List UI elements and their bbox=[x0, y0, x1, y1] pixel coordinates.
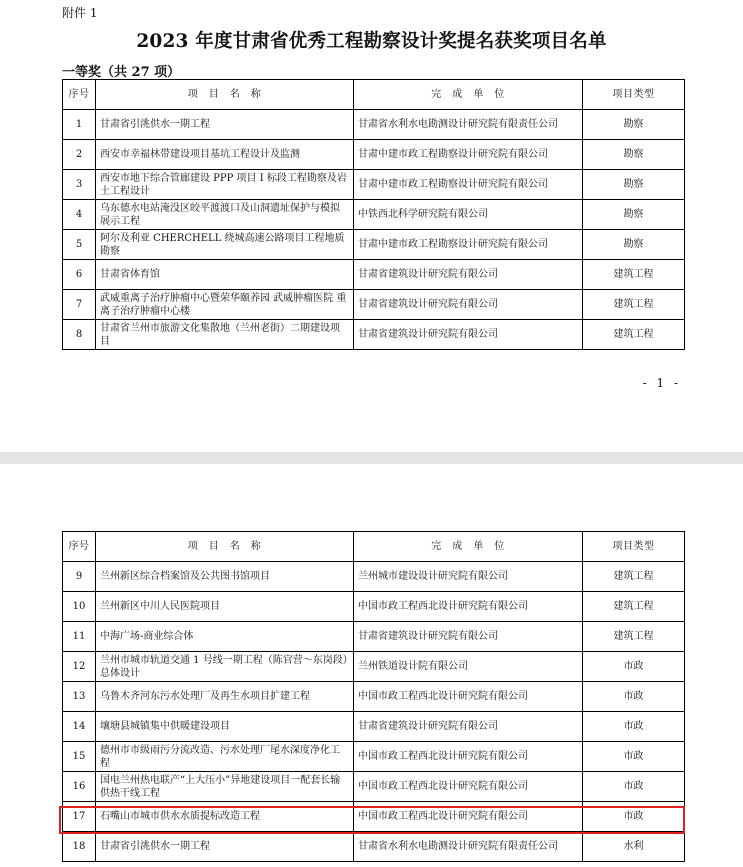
cell-project-name: 乌鲁木齐河东污水处理厂及再生水项目扩建工程 bbox=[96, 682, 354, 712]
award-table-page-2 bbox=[62, 531, 685, 862]
cell-project-type: 建筑工程 bbox=[583, 260, 685, 290]
table-row bbox=[63, 290, 685, 320]
cell-project-type: 市政 bbox=[583, 742, 685, 772]
table-row bbox=[63, 832, 685, 862]
cell-no: 7 bbox=[63, 290, 96, 320]
cell-project-name: 阿尔及利亚 CHERCHELL 绕城高速公路项目工程地质勘察 bbox=[96, 230, 354, 260]
table-header-row bbox=[63, 532, 685, 562]
cell-project-type: 市政 bbox=[583, 712, 685, 742]
section-heading: 一等奖（共 27 项） bbox=[62, 65, 181, 80]
cell-project-name: 西安市幸福林带建设项目基坑工程设计及监测 bbox=[96, 140, 354, 170]
cell-unit: 甘肃中建市政工程勘察设计研究院有限公司 bbox=[354, 230, 583, 260]
cell-project-type: 市政 bbox=[583, 772, 685, 802]
cell-unit: 甘肃省建筑设计研究院有限公司 bbox=[354, 320, 583, 350]
cell-no: 9 bbox=[63, 562, 96, 592]
header-unit: 完 成 单 位 bbox=[354, 532, 583, 562]
cell-unit: 兰州铁道设计院有限公司 bbox=[354, 652, 583, 682]
table-row bbox=[63, 140, 685, 170]
cell-no: 18 bbox=[63, 832, 96, 862]
cell-no: 2 bbox=[63, 140, 96, 170]
cell-no: 15 bbox=[63, 742, 96, 772]
table-row bbox=[63, 562, 685, 592]
cell-no: 6 bbox=[63, 260, 96, 290]
table-row bbox=[63, 592, 685, 622]
cell-project-type: 建筑工程 bbox=[583, 320, 685, 350]
cell-project-name: 石嘴山市城市供水水质提标改造工程 bbox=[96, 802, 354, 832]
cell-no: 17 bbox=[63, 802, 96, 832]
cell-project-name: 甘肃省兰州市旅游文化集散地（兰州老街）二期建设项目 bbox=[96, 320, 354, 350]
cell-project-name: 国电兰州热电联产“上大压小”异地建设项目一配套长输供热干线工程 bbox=[96, 772, 354, 802]
cell-no: 5 bbox=[63, 230, 96, 260]
cell-project-name: 武威重离子治疗肿瘤中心暨荣华颐养园 武威肿瘤医院 重离子治疗肿瘤中心楼 bbox=[96, 290, 354, 320]
cell-unit: 中国市政工程西北设计研究院有限公司 bbox=[354, 802, 583, 832]
document-page-2 bbox=[0, 464, 743, 867]
cell-project-type: 勘察 bbox=[583, 170, 685, 200]
document-title: 2023 年度甘肃省优秀工程勘察设计奖提名获奖项目名单 bbox=[136, 31, 607, 52]
cell-unit: 中国市政工程西北设计研究院有限公司 bbox=[354, 682, 583, 712]
cell-project-name: 甘肃省引洮供水一期工程 bbox=[96, 832, 354, 862]
table-row bbox=[63, 320, 685, 350]
table-body bbox=[63, 562, 685, 862]
cell-unit: 甘肃省建筑设计研究院有限公司 bbox=[354, 712, 583, 742]
table-row bbox=[63, 110, 685, 140]
cell-unit: 中铁西北科学研究院有限公司 bbox=[354, 200, 583, 230]
cell-project-name: 甘肃省体育馆 bbox=[96, 260, 354, 290]
cell-no: 14 bbox=[63, 712, 96, 742]
table-header-row bbox=[63, 80, 685, 110]
cell-no: 3 bbox=[63, 170, 96, 200]
table-row bbox=[63, 712, 685, 742]
table-body bbox=[63, 110, 685, 350]
table-row bbox=[63, 742, 685, 772]
cell-no: 12 bbox=[63, 652, 96, 682]
award-table-page-1 bbox=[62, 79, 685, 350]
cell-project-name: 兰州新区综合档案馆及公共图书馆项目 bbox=[96, 562, 354, 592]
cell-unit: 甘肃中建市政工程勘察设计研究院有限公司 bbox=[354, 140, 583, 170]
header-unit: 完 成 单 位 bbox=[354, 80, 583, 110]
cell-unit: 甘肃省建筑设计研究院有限公司 bbox=[354, 290, 583, 320]
cell-unit: 甘肃省建筑设计研究院有限公司 bbox=[354, 622, 583, 652]
cell-no: 1 bbox=[63, 110, 96, 140]
cell-unit: 甘肃中建市政工程勘察设计研究院有限公司 bbox=[354, 170, 583, 200]
cell-project-type: 勘察 bbox=[583, 140, 685, 170]
header-no: 序号 bbox=[63, 532, 96, 562]
cell-project-name: 西安市地下综合管廊建设 PPP 项目 I 标段工程勘察及岩土工程设计 bbox=[96, 170, 354, 200]
header-no: 序号 bbox=[63, 80, 96, 110]
cell-project-type: 建筑工程 bbox=[583, 622, 685, 652]
cell-unit: 中国市政工程西北设计研究院有限公司 bbox=[354, 772, 583, 802]
header-name: 项 目 名 称 bbox=[96, 80, 354, 110]
table-row bbox=[63, 622, 685, 652]
cell-project-name: 壤塘县城镇集中供暖建设项目 bbox=[96, 712, 354, 742]
table-row bbox=[63, 230, 685, 260]
cell-unit: 甘肃省水利水电勘测设计研究院有限责任公司 bbox=[354, 110, 583, 140]
cell-no: 8 bbox=[63, 320, 96, 350]
cell-project-name: 德州市市级雨污分流改造、污水处理厂尾水深度净化工程 bbox=[96, 742, 354, 772]
cell-project-type: 建筑工程 bbox=[583, 290, 685, 320]
page-number: - 1 - bbox=[642, 376, 681, 390]
header-type: 项目类型 bbox=[583, 80, 685, 110]
cell-project-name: 甘肃省引洮供水一期工程 bbox=[96, 110, 354, 140]
table-row bbox=[63, 652, 685, 682]
cell-project-type: 水利 bbox=[583, 832, 685, 862]
table-row bbox=[63, 802, 685, 832]
cell-project-type: 勘察 bbox=[583, 110, 685, 140]
page-gap bbox=[0, 452, 743, 464]
cell-project-name: 兰州新区中川人民医院项目 bbox=[96, 592, 354, 622]
cell-unit: 中国市政工程西北设计研究院有限公司 bbox=[354, 742, 583, 772]
cell-project-type: 建筑工程 bbox=[583, 592, 685, 622]
cell-unit: 甘肃省水利水电勘测设计研究院有限责任公司 bbox=[354, 832, 583, 862]
cell-no: 13 bbox=[63, 682, 96, 712]
cell-project-type: 建筑工程 bbox=[583, 562, 685, 592]
cell-no: 16 bbox=[63, 772, 96, 802]
cell-unit: 甘肃省建筑设计研究院有限公司 bbox=[354, 260, 583, 290]
cell-project-type: 勘察 bbox=[583, 200, 685, 230]
cell-no: 10 bbox=[63, 592, 96, 622]
cell-no: 11 bbox=[63, 622, 96, 652]
cell-project-name: 乌东德水电站淹没区皎平渡渡口及山洞遗址保护与模拟展示工程 bbox=[96, 200, 354, 230]
cell-project-name: 中海广场-商业综合体 bbox=[96, 622, 354, 652]
cell-unit: 中国市政工程西北设计研究院有限公司 bbox=[354, 592, 583, 622]
cell-project-name: 兰州市城市轨道交通 1 号线一期工程（陈官营～东岗段）总体设计 bbox=[96, 652, 354, 682]
cell-unit: 兰州城市建设设计研究院有限公司 bbox=[354, 562, 583, 592]
table-row bbox=[63, 170, 685, 200]
attachment-label: 附件 1 bbox=[62, 6, 98, 20]
cell-project-type: 勘察 bbox=[583, 230, 685, 260]
header-type: 项目类型 bbox=[583, 532, 685, 562]
table-row bbox=[63, 682, 685, 712]
table-row bbox=[63, 260, 685, 290]
cell-project-type: 市政 bbox=[583, 652, 685, 682]
cell-no: 4 bbox=[63, 200, 96, 230]
cell-project-type: 市政 bbox=[583, 682, 685, 712]
header-name: 项 目 名 称 bbox=[96, 532, 354, 562]
cell-project-type: 市政 bbox=[583, 802, 685, 832]
table-row bbox=[63, 772, 685, 802]
table-row bbox=[63, 200, 685, 230]
